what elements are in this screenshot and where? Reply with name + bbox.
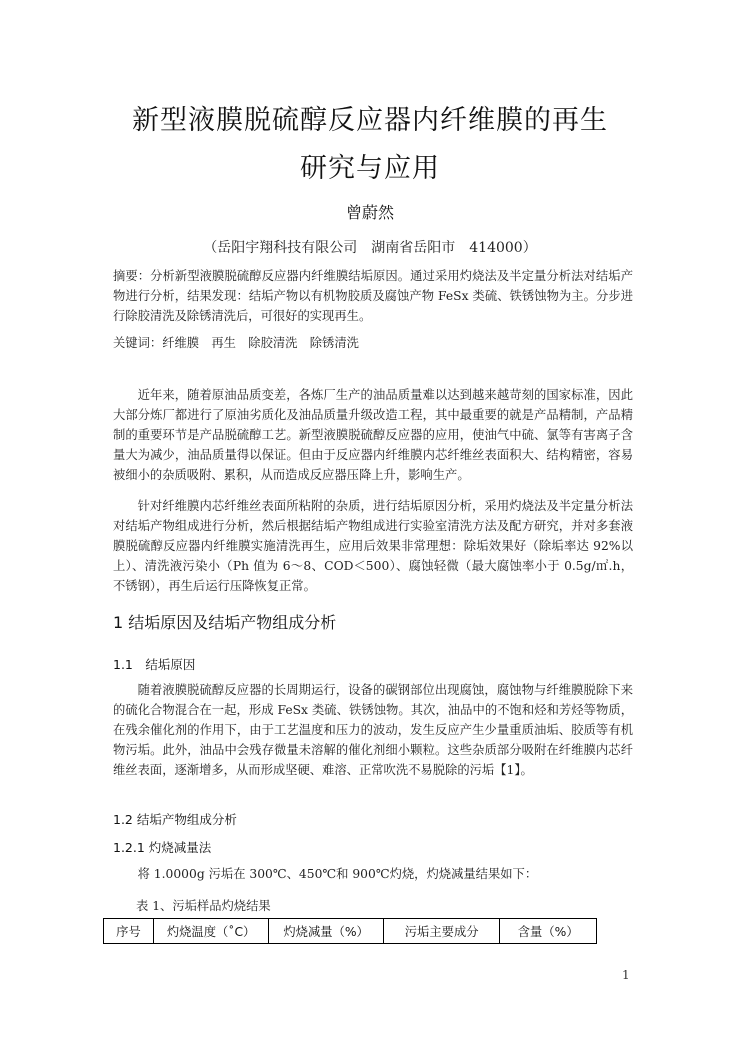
page-number: 1 <box>622 968 630 982</box>
intro-paragraph-1: 近年来，随着原油品质变差，各炼厂生产的油品质量难以达到越来越苛刻的国家标准，因此大部分炼厂都进行了原油劣质化及油品质量升级改造工程，其中最重要的就是产品精制，产品精制的重要环节是产品脱硫醇工艺。新型液膜脱硫醇反应器的应用，使油气中硫、氯等有害离子含量大为减少，油品质量得以保证。但由于反应器内纤维膜内芯纤维丝表面积大、结构精密，容易被细小的杂质吸附、累积，从而造成反应器压降上升，影响生产。 <box>113 388 633 482</box>
section-1-2-1-heading: 1.2.1 灼烧减量法 <box>113 840 212 855</box>
paper-title-line1: 新型液膜脱硫醇反应器内纤维膜的再生 <box>132 105 608 136</box>
keywords: 关键词：纤维膜 再生 除胶清洗 除锈清洗 <box>113 336 359 350</box>
section-1-heading: 1 结垢原因及结垢产物组成分析 <box>113 613 337 632</box>
table-header-cell: 含量（%） <box>500 919 597 944</box>
table-header-cell: 序号 <box>104 919 154 944</box>
section-1-2-heading: 1.2 结垢产物组成分析 <box>113 812 237 827</box>
table-header-cell: 灼烧减量（%） <box>269 919 384 944</box>
table-header-row <box>104 919 597 944</box>
intro-paragraph-2: 针对纤维膜内芯纤维丝表面所粘附的杂质，进行结垢原因分析，采用灼烧法及半定量分析法对结垢产物组成进行分析，然后根据结垢产物组成进行实验室清洗方法及配方研究，并对多套液膜脱硫醇反应器内纤维膜实施清洗再生，应用后效果非常理想：除垢效果好（除垢率达 92%以上）、清洗液污染小（Ph 值为 6～8、COD＜500）、腐蚀轻微（最大腐蚀率小于 0.5g/㎡.h，不锈钢），再生后运行压降恢复正常。 <box>113 499 633 593</box>
table-header-cell: 污垢主要成分 <box>383 919 499 944</box>
section-1-1-heading: 1.1 结垢原因 <box>113 657 196 672</box>
abstract: 摘要：分析新型液膜脱硫醇反应器内纤维膜结垢原因。通过采用灼烧法及半定量分析法对结垢产物进行分析，结果发现：结垢产物以有机物胶质及腐蚀产物 FeSx 类硫、铁锈蚀物为主。分步进行除胶清洗及除锈清洗后，可很好的实现再生。 <box>113 269 633 323</box>
paper-title-line2: 研究与应用 <box>300 153 440 184</box>
author-name: 曾蔚然 <box>345 203 394 222</box>
author-affiliation: （岳阳宇翔科技有限公司 湖南省岳阳市 414000） <box>203 240 537 256</box>
table-caption: 表 1、污垢样品灼烧结果 <box>136 899 271 913</box>
section-1-2-1-paragraph: 将 1.0000g 污垢在 300℃、450℃和 900℃灼烧，灼烧减量结果如下： <box>137 867 538 881</box>
results-table <box>103 918 597 944</box>
section-1-1-paragraph: 随着液膜脱硫醇反应器的长周期运行，设备的碳钢部位出现腐蚀，腐蚀物与纤维膜脱除下来的硫化合物混合在一起，形成 FeSx 类硫、铁锈蚀物。其次，油品中的不饱和烃和芳烃等物质，在残余催化剂的作用下，由于工艺温度和压力的波动，发生反应产生少量重质油垢、胶质等有机物污垢。此外，油品中会残存微量未溶解的催化剂细小颗粒。这些杂质部分吸附在纤维膜内芯纤维丝表面，逐渐增多，从而形成坚硬、难溶、正常吹洗不易脱除的污垢【1】。 <box>113 683 633 777</box>
table-header-cell: 灼烧温度（˚C） <box>153 919 268 944</box>
